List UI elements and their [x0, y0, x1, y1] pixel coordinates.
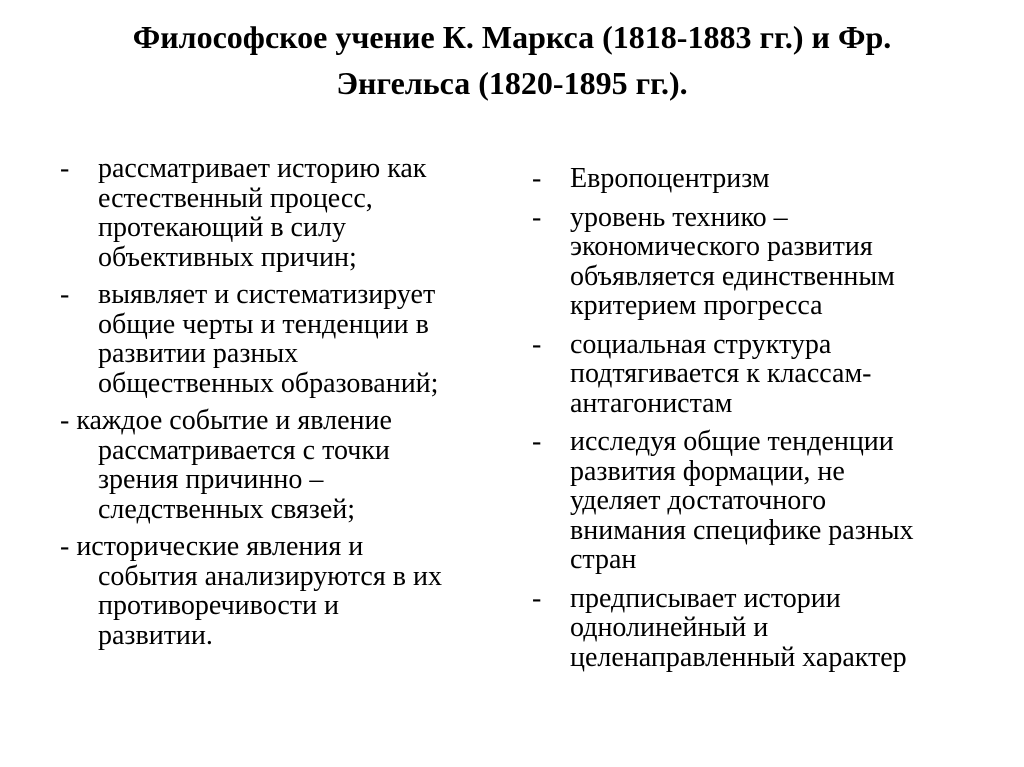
- right-list-item-5: [532, 584, 972, 673]
- dash-marker: -: [532, 426, 542, 457]
- item-text-line: экономического развития: [570, 231, 873, 262]
- item-text-line: противоречивости и: [98, 590, 340, 621]
- item-text-line: события анализируются в их: [98, 560, 442, 592]
- left-list-item-3: [60, 406, 510, 524]
- item-text-line: - исторические явления и: [60, 531, 364, 562]
- item-text-line: развитии разных: [98, 338, 299, 369]
- dash-marker: -: [532, 163, 542, 194]
- right-list-item-4: [532, 427, 972, 575]
- item-text-line: - каждое событие и явление: [60, 405, 392, 436]
- item-text-line: однолинейный и: [570, 612, 769, 643]
- item-text-line: уровень технико –: [570, 201, 788, 233]
- right-list-item-2: [532, 203, 972, 321]
- item-text-line: уделяет достаточного: [570, 485, 827, 516]
- item-text-line: объявляется единственным: [570, 260, 895, 292]
- left-list-item-1: [60, 154, 510, 272]
- right-list-item-1: [532, 164, 972, 194]
- left-column-list: [60, 154, 510, 658]
- item-text-line: развития формации, не: [570, 455, 845, 487]
- dash-marker: -: [60, 279, 70, 310]
- item-text-line: естественный процесс,: [98, 182, 373, 214]
- item-text-line: стран: [570, 544, 637, 575]
- item-text-line: следственных связей;: [98, 493, 356, 525]
- item-text-line: целенаправленный характер: [570, 641, 907, 673]
- item-text-line: критерием прогресса: [570, 290, 823, 321]
- dash-marker: -: [532, 328, 542, 360]
- left-list-item-4: [60, 532, 510, 650]
- slide-title: [60, 14, 964, 106]
- title-line-1: Философское учение К. Маркса (1818-1883 гг.) и Фр.: [132, 19, 892, 55]
- right-column-list: [532, 164, 972, 681]
- item-text-line: рассматривается с точки: [98, 434, 390, 466]
- right-list-item-3: [532, 330, 972, 419]
- item-text-line: Европоцентризм: [570, 163, 770, 194]
- item-text-line: выявляет и систематизирует: [98, 279, 436, 310]
- item-text-line: предписывает истории: [570, 582, 841, 614]
- item-text-line: исследуя общие тенденции: [570, 426, 894, 457]
- dash-marker: -: [532, 201, 542, 233]
- left-list-item-2: [60, 280, 510, 398]
- item-text-line: антагонистам: [570, 387, 733, 419]
- item-text-line: рассматривает историю как: [98, 153, 427, 184]
- item-text-line: внимания специфике разных: [570, 514, 914, 546]
- item-text-line: общие черты и тенденции в: [98, 308, 429, 340]
- dash-marker: -: [532, 582, 542, 614]
- item-text-line: подтягивается к классам-: [570, 358, 872, 389]
- item-text-line: развитии.: [98, 619, 213, 651]
- item-text-line: общественных образований;: [98, 367, 439, 399]
- dash-marker: -: [60, 153, 70, 184]
- title-line-2: Энгельса (1820-1895 гг.).: [336, 65, 688, 101]
- item-text-line: социальная структура: [570, 328, 832, 360]
- item-text-line: зрения причинно –: [98, 464, 324, 495]
- item-text-line: объективных причин;: [98, 241, 357, 273]
- item-text-line: протекающий в силу: [98, 212, 346, 243]
